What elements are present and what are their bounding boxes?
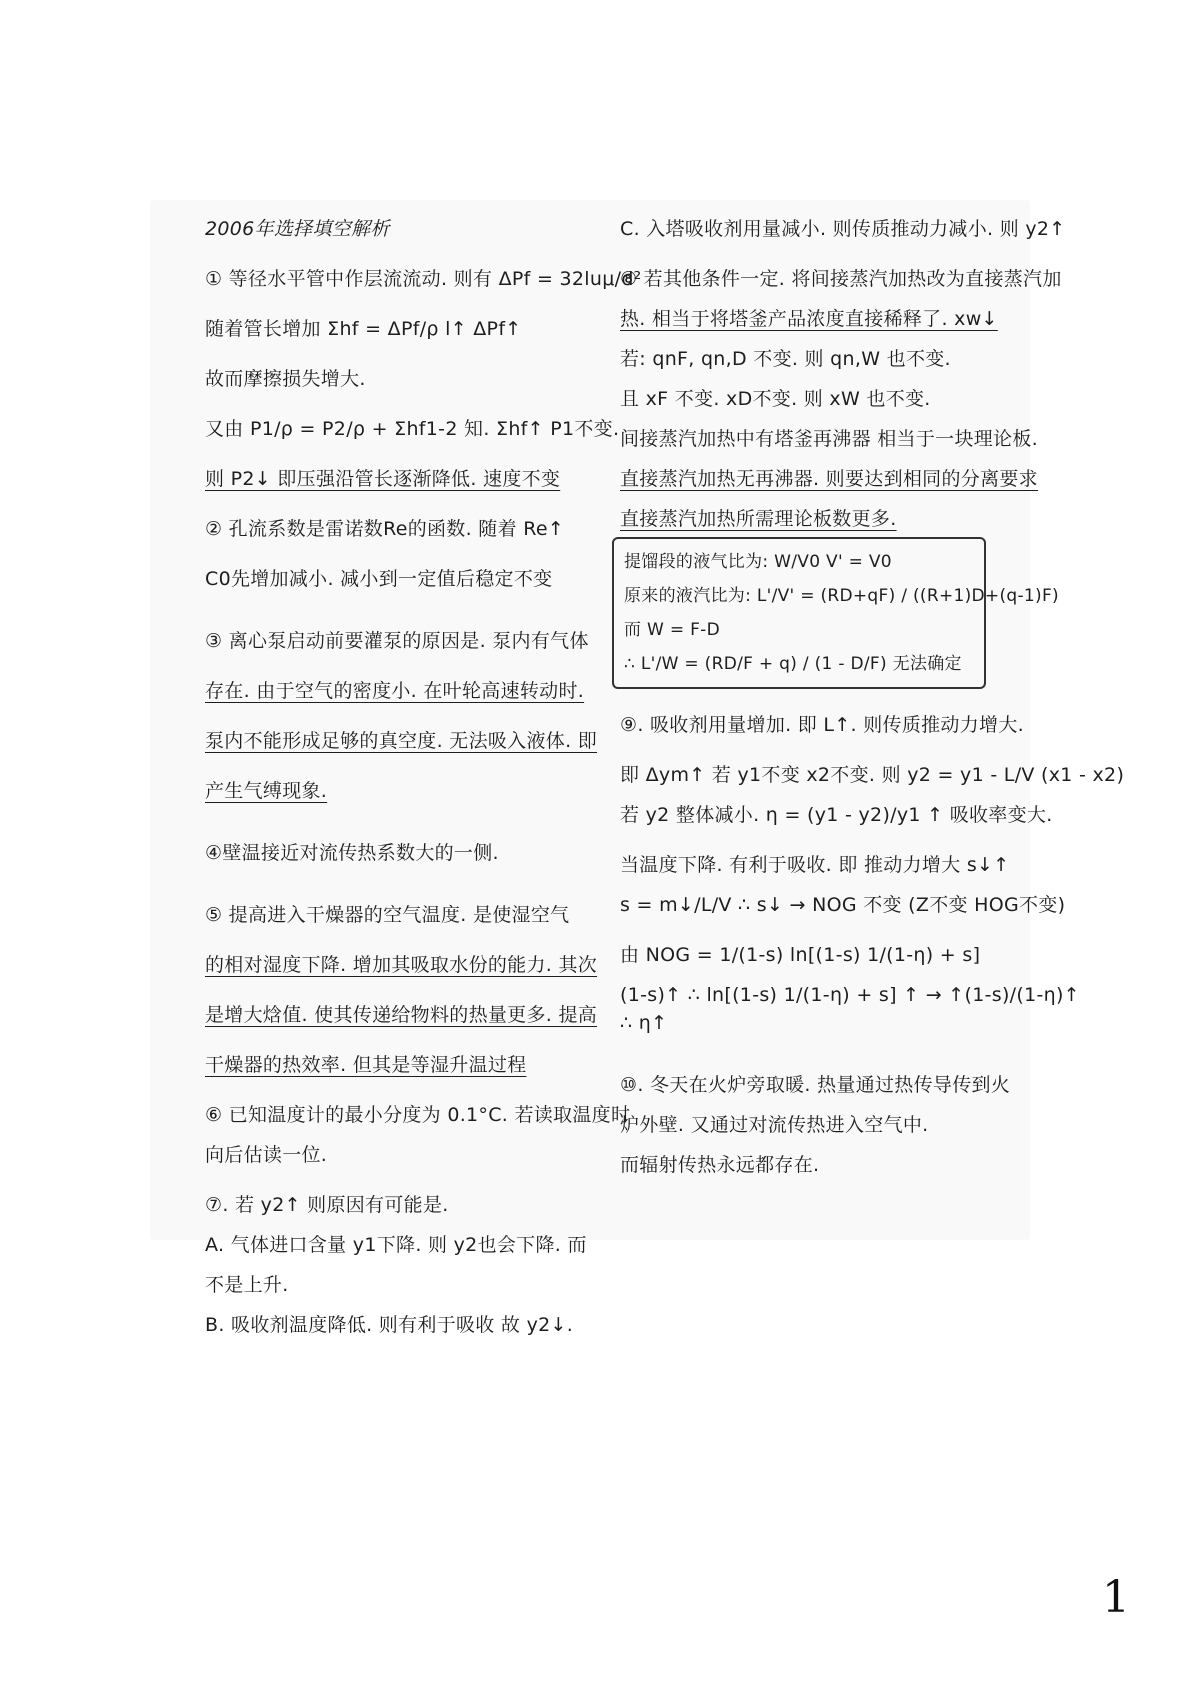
- note-line: A. 气体进口含量 y1下降. 则 y2也会下降. 而: [205, 1234, 587, 1256]
- note-line: 间接蒸汽加热中有塔釜再沸器 相当于一块理论板.: [620, 428, 1038, 450]
- box-line: ∴ L'/W = (RD/F + q) / (1 - D/F) 无法确定: [624, 654, 962, 674]
- note-line: ① 等径水平管中作层流流动. 则有 ΔPf = 32luμ/d²: [205, 268, 642, 290]
- box-line: 原来的液汽比为: L'/V' = (RD+qF) / ((R+1)D+(q-1)F): [624, 586, 1059, 606]
- note-line: ⑧ 若其他条件一定. 将间接蒸汽加热改为直接蒸汽加: [620, 268, 1062, 290]
- note-line: 由 NOG = 1/(1-s) ln[(1-s) 1/(1-η) + s]: [620, 944, 981, 966]
- note-line: 向后估读一位.: [205, 1144, 328, 1166]
- note-line: 若: qnF, qn,D 不变. 则 qn,W 也不变.: [620, 348, 951, 370]
- note-line: 热. 相当于将塔釜产品浓度直接稀释了. xw↓: [620, 308, 998, 330]
- note-line: ∴ η↑: [620, 1012, 668, 1034]
- note-line: 的相对湿度下降. 增加其吸取水份的能力. 其次: [205, 954, 598, 976]
- note-line: B. 吸收剂温度降低. 则有利于吸收 故 y2↓.: [205, 1314, 574, 1336]
- note-line: ③ 离心泵启动前要灌泵的原因是. 泵内有气体: [205, 630, 589, 652]
- note-line: 产生气缚现象.: [205, 780, 328, 802]
- note-line: 干燥器的热效率. 但其是等湿升温过程: [205, 1054, 527, 1076]
- note-line: 直接蒸汽加热所需理论板数更多.: [620, 508, 897, 530]
- note-line: C0先增加减小. 减小到一定值后稳定不变: [205, 568, 553, 590]
- note-line: 故而摩擦损失增大.: [205, 368, 366, 390]
- document-title: 2006年选择填空解析: [205, 218, 390, 240]
- box-line: 而 W = F-D: [624, 620, 720, 640]
- note-line: 当温度下降. 有利于吸收. 即 推动力增大 s↓↑: [620, 854, 1010, 876]
- boxed-derivation: [612, 537, 1059, 689]
- note-line: 存在. 由于空气的密度小. 在叶轮高速转动时.: [205, 680, 585, 702]
- note-line: 而辐射传热永远都存在.: [620, 1154, 820, 1176]
- note-line: 是增大焓值. 使其传递给物料的热量更多. 提高: [205, 1004, 598, 1026]
- note-line: ④壁温接近对流传热系数大的一侧.: [205, 842, 499, 864]
- note-line: (1-s)↑ ∴ ln[(1-s) 1/(1-η) + s] ↑ → ↑(1-s)/(1-η)↑: [620, 984, 1080, 1006]
- note-line: 又由 P1/ρ = P2/ρ + Σhf1-2 知. Σhf↑ P1不变.: [205, 418, 620, 440]
- note-line: ⑩. 冬天在火炉旁取暖. 热量通过热传导传到火: [620, 1074, 1011, 1096]
- left-column: [205, 215, 642, 1339]
- note-line: 若 y2 整体减小. η = (y1 - y2)/y1 ↑ 吸收率变大.: [620, 804, 1053, 826]
- note-line: 即 Δym↑ 若 y1不变 x2不变. 则 y2 = y1 - L/V (x1 - x2): [620, 764, 1125, 786]
- note-line: 直接蒸汽加热无再沸器. 则要达到相同的分离要求: [620, 468, 1038, 490]
- note-line: ⑥ 已知温度计的最小分度为 0.1°C. 若读取温度时: [205, 1104, 631, 1126]
- note-line: 炉外壁. 又通过对流传热进入空气中.: [620, 1114, 929, 1136]
- note-line: ② 孔流系数是雷诺数Re的函数. 随着 Re↑: [205, 518, 565, 540]
- note-line: s = m↓/L/V ∴ s↓ → NOG 不变 (Z不变 HOG不变): [620, 894, 1066, 916]
- note-line: 泵内不能形成足够的真空度. 无法吸入液体. 即: [205, 730, 598, 752]
- note-line: ⑤ 提高进入干燥器的空气温度. 是使湿空气: [205, 904, 570, 926]
- note-line: 且 xF 不变. xD不变. 则 xW 也不变.: [620, 388, 931, 410]
- note-line: C. 入塔吸收剂用量减小. 则传质推动力减小. 则 y2↑: [620, 218, 1066, 240]
- note-line: 随着管长增加 Σhf = ΔPf/ρ l↑ ΔPf↑: [205, 318, 522, 340]
- page-number: 1: [1102, 1572, 1130, 1623]
- box-line: 提馏段的液气比为: W/V0 V' = V0: [624, 552, 892, 572]
- note-line: 则 P2↓ 即压强沿管长逐渐降低. 速度不变: [205, 468, 561, 490]
- right-column: [620, 215, 1125, 1179]
- note-line: 不是上升.: [205, 1274, 289, 1296]
- note-line: ⑦. 若 y2↑ 则原因有可能是.: [205, 1194, 449, 1216]
- note-line: ⑨. 吸收剂用量增加. 即 L↑. 则传质推动力增大.: [620, 714, 1024, 736]
